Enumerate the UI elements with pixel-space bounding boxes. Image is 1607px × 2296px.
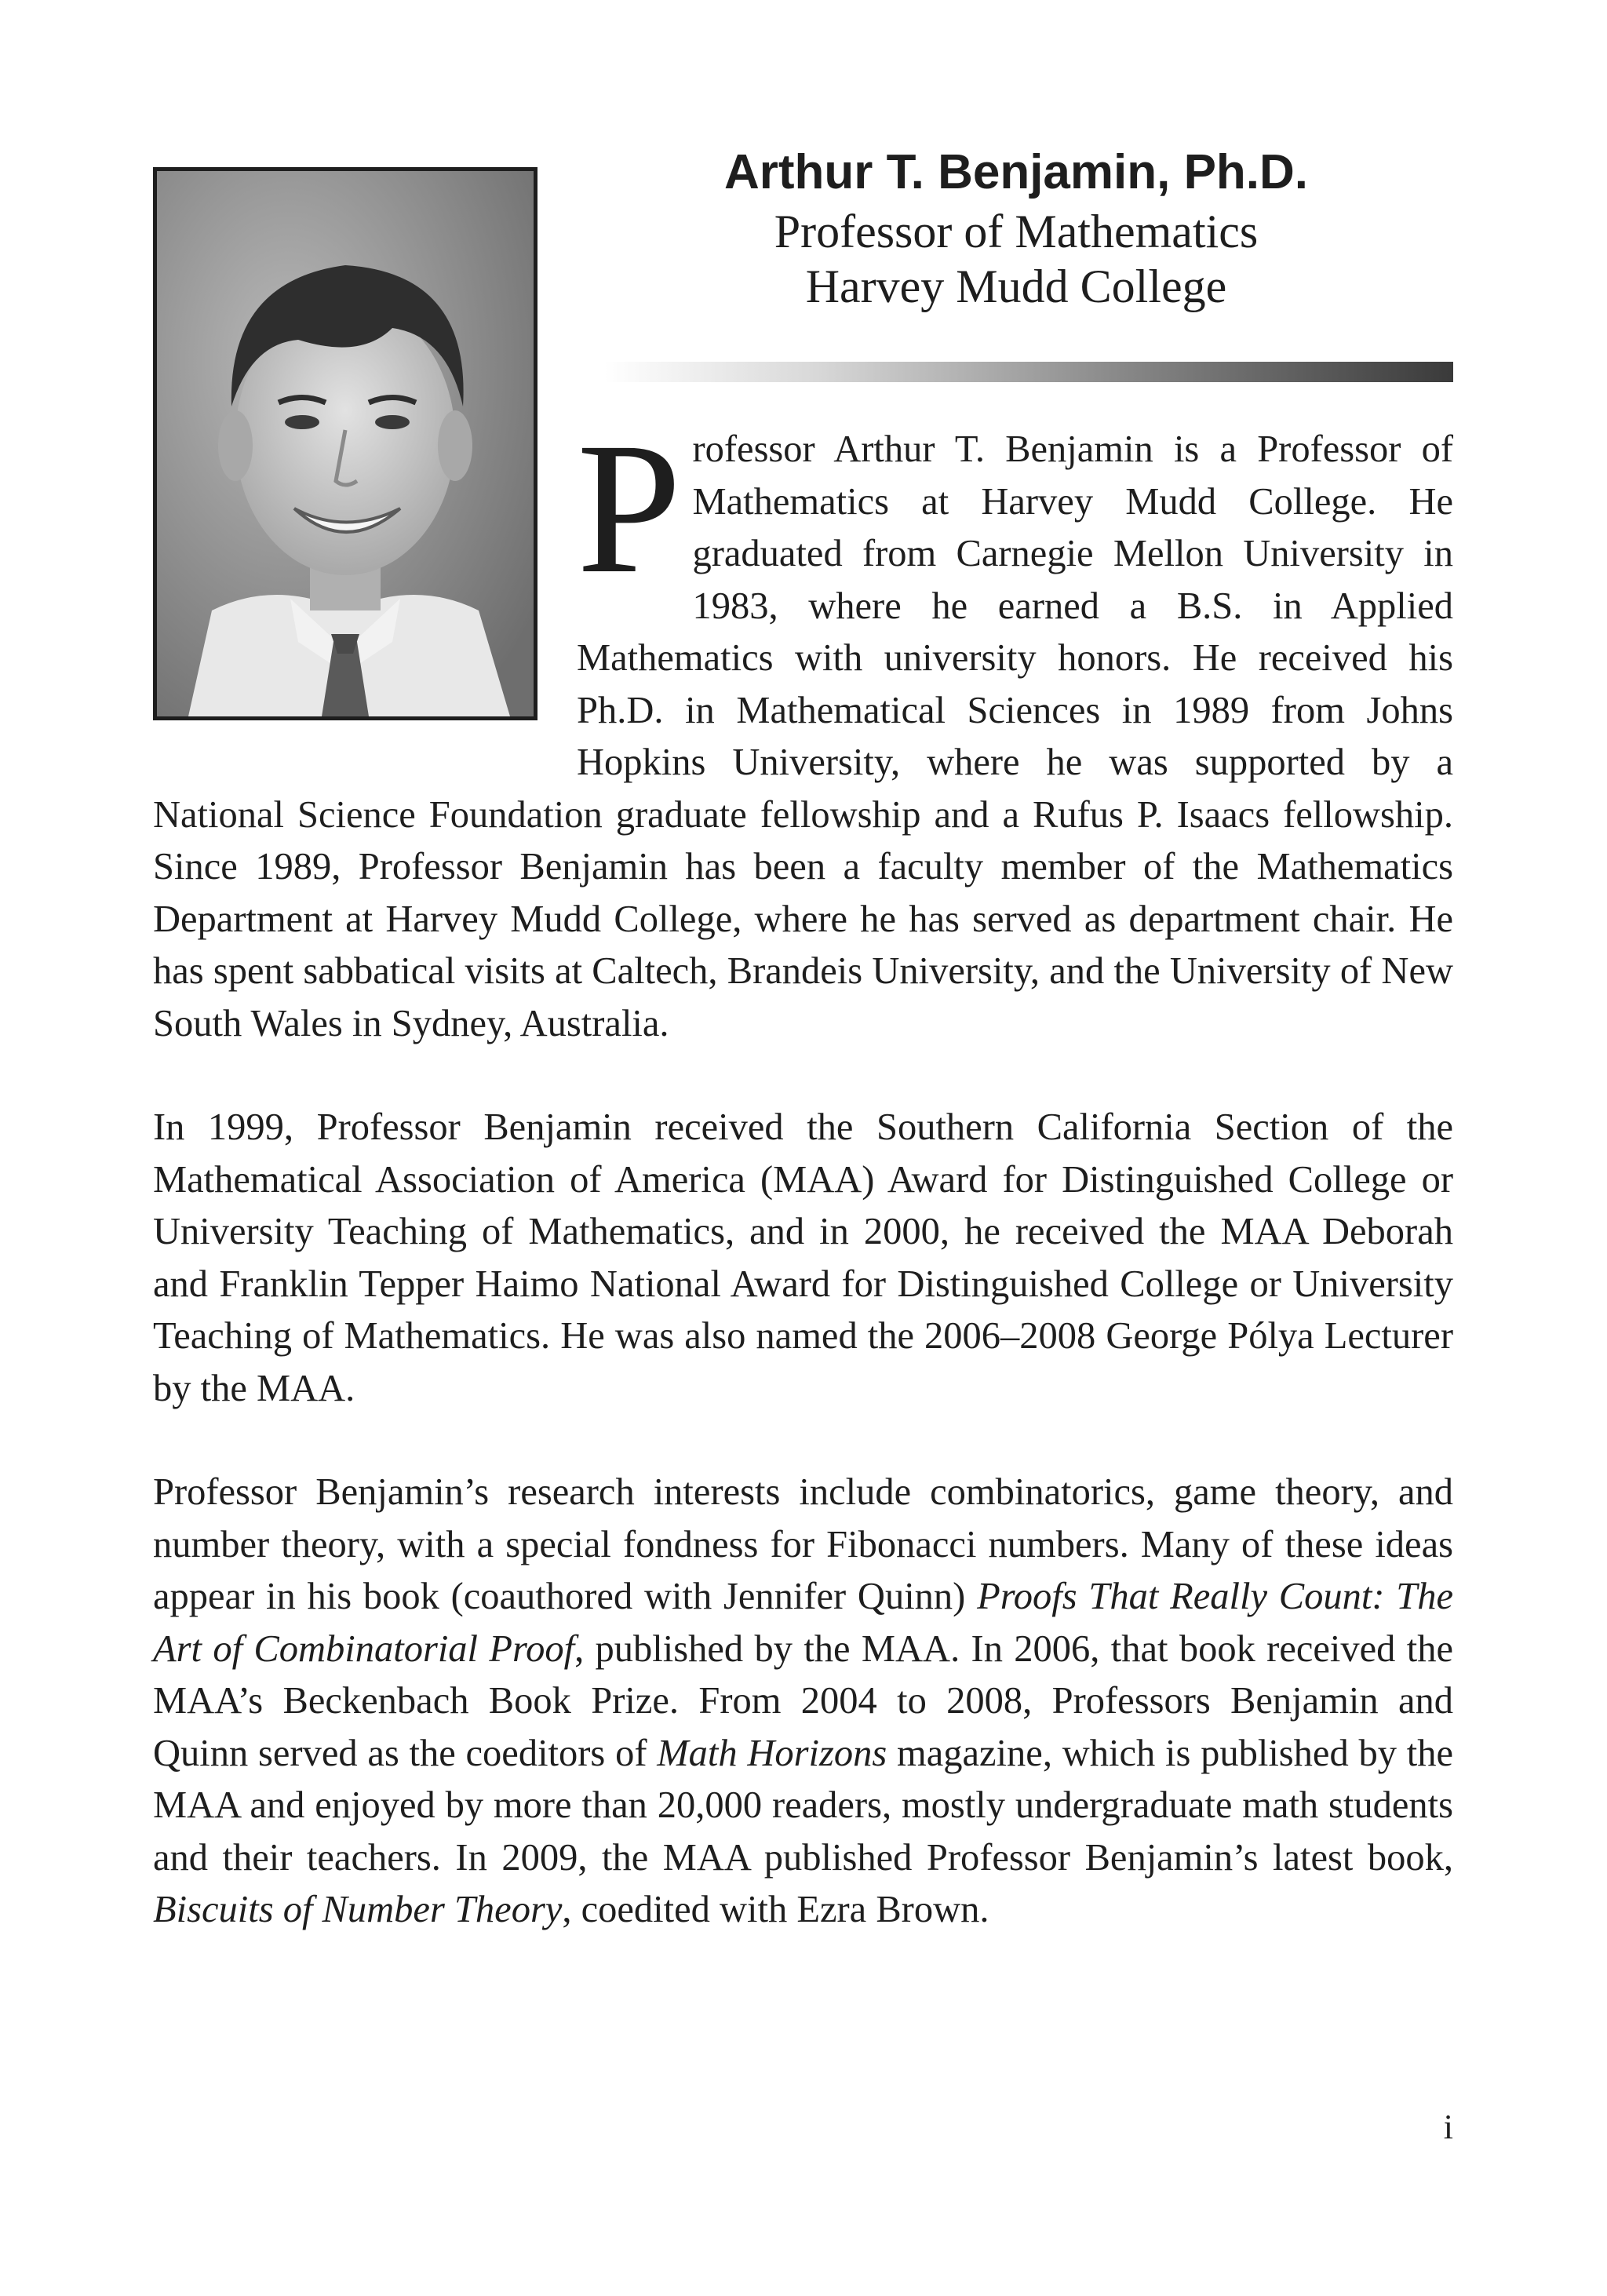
photo-spacer xyxy=(153,424,577,777)
bio-paragraph-2: In 1999, Professor Benjamin received the Southern California Section of the Mathematical Association of America (MAA) Award for Distinguished College or University Teaching of Mathematics, and in 2000, he received the MAA Deborah and Franklin Tepper Haimo National Award for Distinguished College or University Teaching of Mathematics. He was also named the 2006–2008 George Pólya Lecturer by the MAA. xyxy=(153,1106,1453,1409)
paragraph-3-text-1: Professor Benjamin’s research interests include combinatorics, game theory, and number theory, with a special fondness for Fibonacci numbers. Many of these ideas appear in his book (coauthored with Jennifer Quinn) xyxy=(153,1471,1453,1617)
book-title-proofs: Proofs That Really Count: The Art of Combinatorial Proof xyxy=(153,1576,1453,1670)
author-institution: Harvey Mudd College xyxy=(805,261,1227,312)
author-position: Professor of Mathematics xyxy=(774,206,1259,257)
drop-cap: P xyxy=(577,403,682,612)
author-name: Arthur T. Benjamin, Ph.D. xyxy=(723,145,1309,199)
paragraph-3-text-2: , published by the MAA. In 2006, that book received the MAA’s Beckenbach Book Prize. From 2004 to 2008, Professors Benjamin and Quinn served as the coeditors of xyxy=(153,1627,1454,1774)
book-title-biscuits: Biscuits of Number Theory xyxy=(153,1889,563,1930)
paragraph-3-text-3: magazine, which is published by the MAA and enjoyed by more than 20,000 readers, mostly undergraduate math students and their teachers. In 2009, the MAA published Professor Benjamin’s latest book, xyxy=(153,1732,1453,1879)
paragraph-3-text-4: , coedited with Ezra Brown. xyxy=(562,1889,989,1930)
bio-text xyxy=(153,403,1454,1937)
page-number: i xyxy=(1443,2108,1453,2146)
bio-paragraph-1-text: rofessor Arthur T. Benjamin is a Professor of Mathematics at Harvey Mudd College. He graduated from Carnegie Mellon University in 1983, where he earned a B.S. in Applied Mathematics with university honors. He received his Ph.D. in Mathematical Sciences in 1989 from Johns Hopkins University, where he was supported by a National Science Foundation graduate fellowship and a Rufus P. Isaacs fellowship. Since 1989, Professor Benjamin has been a faculty member of the Mathematics Department at Harvey Mudd College, where he has served as department chair. He has spent sabbatical visits at Caltech, Brandeis University, and the University of New South Wales in Sydney, Australia. xyxy=(153,428,1453,1044)
decorative-gradient-rule xyxy=(604,362,1453,382)
magazine-title: Math Horizons xyxy=(657,1732,887,1774)
bio-paragraph-3 xyxy=(153,1467,1453,1937)
header xyxy=(581,141,1452,314)
